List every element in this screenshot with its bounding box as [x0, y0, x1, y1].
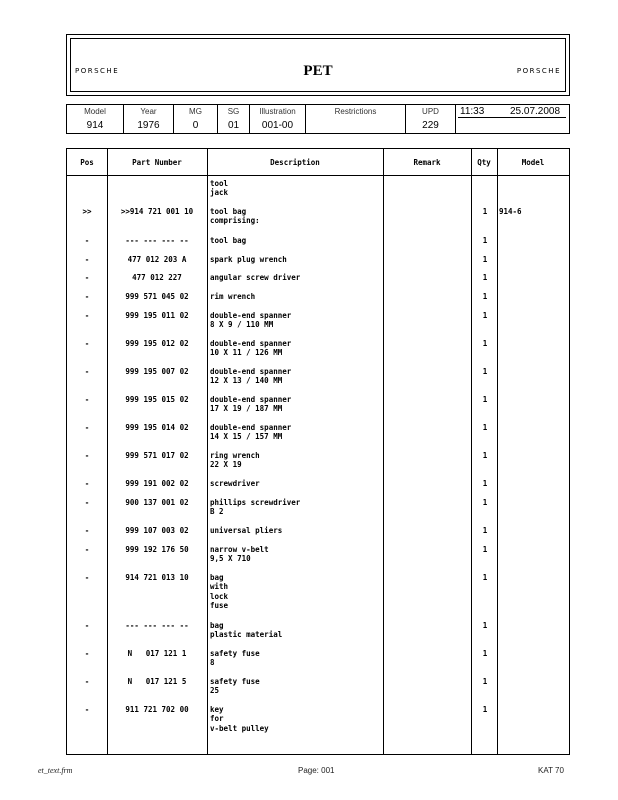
header-divider [67, 175, 569, 176]
info-model-value: 914 [86, 120, 104, 131]
info-mg-label: MG [189, 107, 202, 116]
row-qty: 1 [482, 479, 488, 488]
row-description: double-end spanner 14 X 15 / 157 MM [210, 423, 292, 442]
page-title: PET [303, 63, 333, 79]
row-qty: 1 [482, 367, 488, 376]
row-description: rim wrench [210, 292, 256, 301]
row-description: tool bag comprising: [210, 207, 260, 226]
row-part-number: 477 012 203 A [127, 255, 187, 264]
info-restrictions [305, 105, 405, 133]
info-illustration [249, 105, 305, 133]
footer-page-number: Page: 001 [298, 766, 335, 775]
row-qty: 1 [482, 292, 488, 301]
row-part-number: >>914 721 001 10 [120, 207, 194, 216]
row-qty: 1 [482, 236, 488, 245]
row-description: double-end spanner 10 X 11 / 126 MM [210, 339, 292, 358]
row-qty: 1 [482, 621, 488, 630]
row-qty: 1 [482, 395, 488, 404]
info-upd [405, 105, 455, 133]
column-divider [471, 149, 472, 754]
info-sg-value: 01 [227, 120, 240, 131]
row-pos: - [84, 545, 90, 554]
parts-table [66, 148, 570, 755]
info-date: 25.07.2008 [510, 106, 561, 117]
row-description: double-end spanner 8 X 9 / 110 MM [210, 311, 292, 330]
column-divider [207, 149, 208, 754]
brand-logo-left: PORSCHE [75, 67, 120, 75]
row-qty: 1 [482, 423, 488, 432]
row-qty: 1 [482, 451, 488, 460]
row-part-number: 999 195 014 02 [125, 423, 189, 432]
row-pos: - [84, 273, 90, 282]
row-part-number: 477 012 227 [132, 273, 182, 282]
row-pos: - [84, 649, 90, 658]
row-part-number: N 017 121 1 [127, 649, 187, 658]
row-pos: - [84, 395, 90, 404]
column-header-pos: Pos [80, 158, 94, 167]
row-part-number: 999 571 045 02 [125, 292, 189, 301]
info-sg-label: SG [227, 107, 240, 116]
row-qty: 1 [482, 255, 488, 264]
row-pos: >> [82, 207, 92, 216]
row-qty: 1 [482, 705, 488, 714]
header-inner-frame [70, 38, 566, 92]
row-qty: 1 [482, 311, 488, 320]
row-part-number: 999 107 003 02 [125, 526, 189, 535]
row-part-number: --- --- --- -- [125, 236, 189, 245]
row-description: angular screw driver [210, 273, 301, 282]
row-qty: 1 [482, 677, 488, 686]
row-pos: - [84, 677, 90, 686]
row-qty: 1 [482, 273, 488, 282]
column-header-remark: Remark [413, 158, 441, 167]
column-header-description: Description [270, 158, 320, 167]
info-illustration-value: 001-00 [261, 120, 294, 131]
row-qty: 1 [482, 649, 488, 658]
footer-filename: et_text.frm [38, 766, 73, 775]
row-part-number: 999 191 002 02 [125, 479, 189, 488]
column-divider [383, 149, 384, 754]
row-description: phillips screwdriver B 2 [210, 498, 301, 517]
column-header-model: Model [521, 158, 545, 167]
row-qty: 1 [482, 573, 488, 582]
row-part-number: --- --- --- -- [125, 621, 189, 630]
row-pos: - [84, 339, 90, 348]
row-qty: 1 [482, 526, 488, 535]
row-qty: 1 [482, 545, 488, 554]
row-description: screwdriver [210, 479, 260, 488]
column-header-qty: Qty [477, 158, 491, 167]
row-part-number: N 017 121 5 [127, 677, 187, 686]
row-part-number: 999 195 012 02 [125, 339, 189, 348]
row-pos: - [84, 498, 90, 507]
row-qty: 1 [482, 207, 488, 216]
catalog-info-strip [66, 104, 570, 134]
info-timestamp [455, 105, 569, 133]
row-description: narrow v-belt 9,5 X 710 [210, 545, 269, 564]
row-pos: - [84, 423, 90, 432]
document-header [66, 34, 570, 96]
info-mg [173, 105, 217, 133]
info-restrictions-label: Restrictions [334, 107, 377, 116]
footer-catalog-code: KAT 70 [538, 766, 564, 775]
row-pos: - [84, 451, 90, 460]
info-mg-value: 0 [192, 120, 199, 131]
info-year [123, 105, 173, 133]
info-model [67, 105, 123, 133]
row-qty: 1 [482, 498, 488, 507]
brand-logo-right: PORSCHE [516, 67, 561, 75]
row-description: bag with lock fuse [210, 573, 229, 611]
row-qty: 1 [482, 339, 488, 348]
column-divider [497, 149, 498, 754]
row-pos: - [84, 367, 90, 376]
row-part-number: 999 195 007 02 [125, 367, 189, 376]
row-model: 914-6 [499, 207, 522, 216]
row-pos: - [84, 292, 90, 301]
info-upd-value: 229 [422, 120, 439, 131]
row-description: spark plug wrench [210, 255, 287, 264]
row-pos: - [84, 705, 90, 714]
row-part-number: 999 571 017 02 [125, 451, 189, 460]
info-model-label: Model [84, 107, 106, 116]
info-time: 11:33 [460, 106, 485, 117]
row-description: tool jack [210, 179, 229, 198]
row-part-number: 911 721 702 00 [125, 705, 189, 714]
row-description: safety fuse 8 [210, 649, 260, 668]
row-description: universal pliers [210, 526, 283, 535]
row-part-number: 900 137 001 02 [125, 498, 189, 507]
info-upd-label: UPD [422, 107, 439, 116]
column-header-part-number: Part Number [132, 158, 182, 167]
row-part-number: 999 195 011 02 [125, 311, 189, 320]
row-description: bag plastic material [210, 621, 283, 640]
row-pos: - [84, 236, 90, 245]
row-pos: - [84, 255, 90, 264]
info-year-label: Year [140, 107, 157, 116]
row-pos: - [84, 526, 90, 535]
row-description: ring wrench 22 X 19 [210, 451, 260, 470]
row-part-number: 914 721 013 10 [125, 573, 189, 582]
row-pos: - [84, 621, 90, 630]
info-illustration-label: Illustration [259, 107, 296, 116]
row-description: double-end spanner 12 X 13 / 140 MM [210, 367, 292, 386]
info-sg [217, 105, 249, 133]
row-description: double-end spanner 17 X 19 / 187 MM [210, 395, 292, 414]
row-description: safety fuse 25 [210, 677, 260, 696]
row-part-number: 999 195 015 02 [125, 395, 189, 404]
row-part-number: 999 192 176 50 [125, 545, 189, 554]
row-pos: - [84, 311, 90, 320]
row-description: key for v-belt pulley [210, 705, 269, 733]
row-pos: - [84, 573, 90, 582]
row-pos: - [84, 479, 90, 488]
row-description: tool bag [210, 236, 247, 245]
info-year-value: 1976 [137, 120, 160, 131]
